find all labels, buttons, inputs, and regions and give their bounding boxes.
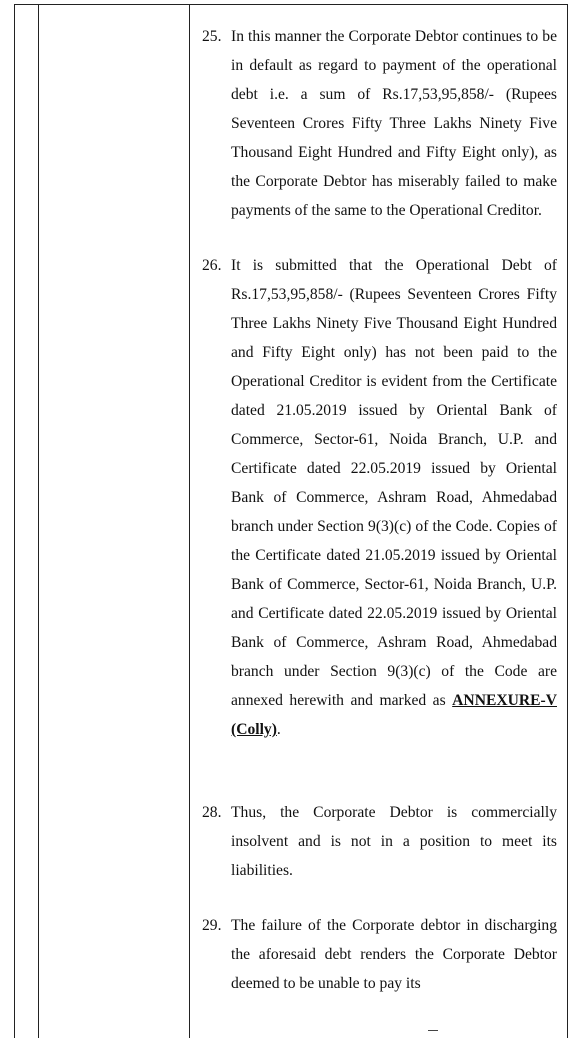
paragraph-number: 29. <box>202 917 222 934</box>
annexure-colly: (Colly) <box>231 721 277 738</box>
paragraph-column <box>198 22 557 998</box>
paragraph-text: Thus, the Corporate Debtor is commercially insolvent and is not in a position to meet its liabilities. <box>231 804 557 879</box>
scan-mark <box>428 1030 438 1031</box>
paragraph-26 <box>198 251 557 744</box>
paragraph-28 <box>198 798 557 885</box>
paragraph-trailing: . <box>276 721 281 738</box>
paragraph-number: 25. <box>202 28 222 45</box>
paragraph-text: It is submitted that the Operational Debt of Rs.17,53,95,858/- (Rupees Seventeen Crores Fifty Three Lakhs Ninety Five Thousand Eight Hundred and Fifty Eight only) has not been paid to the Operational Creditor is evident from the Certificate dated 21.05.2019 issued by Oriental Bank of Commerce, Sector-61, Noida Branch, U.P. and Certificate dated 22.05.2019 issued by Oriental Bank of Commerce, Ashram Road, Ahmedabad branch under Section 9(3)(c) of the Code. Copies of the Certificate dated 21.05.2019 issued by Oriental Bank of Commerce, Sector-61, Noida Branch, U.P. and Certificate dated 22.05.2019 issued by Oriental Bank of Commerce, Ashram Road, Ahmedabad branch under Section 9(3)(c) of the Code are annexed herewith and marked as <box>231 257 557 709</box>
paragraph-number: 28. <box>202 804 222 821</box>
table-right-border <box>567 4 568 1038</box>
table-column-divider-1 <box>38 4 39 1038</box>
paragraph-25 <box>198 22 557 225</box>
paragraph-29 <box>198 911 557 998</box>
paragraph-text: The failure of the Corporate debtor in discharging the aforesaid debt renders the Corporate Debtor deemed to be unable to pay its <box>231 917 557 992</box>
paragraph-text: In this manner the Corporate Debtor continues to be in default as regard to payment of the operational debt i.e. a sum of Rs.17,53,95,858/- (Rupees Seventeen Crores Fifty Three Lakhs Ninety Five Thousand Eight Hundred and Fifty Eight only), as the Corporate Debtor has miserably failed to make payments of the same to the Operational Creditor. <box>231 28 557 219</box>
table-top-border <box>14 4 568 5</box>
table-left-border <box>14 4 15 1038</box>
table-column-divider-2 <box>189 4 190 1038</box>
annexure-reference: ANNEXURE-V <box>452 692 557 709</box>
paragraph-number: 26. <box>202 257 222 274</box>
